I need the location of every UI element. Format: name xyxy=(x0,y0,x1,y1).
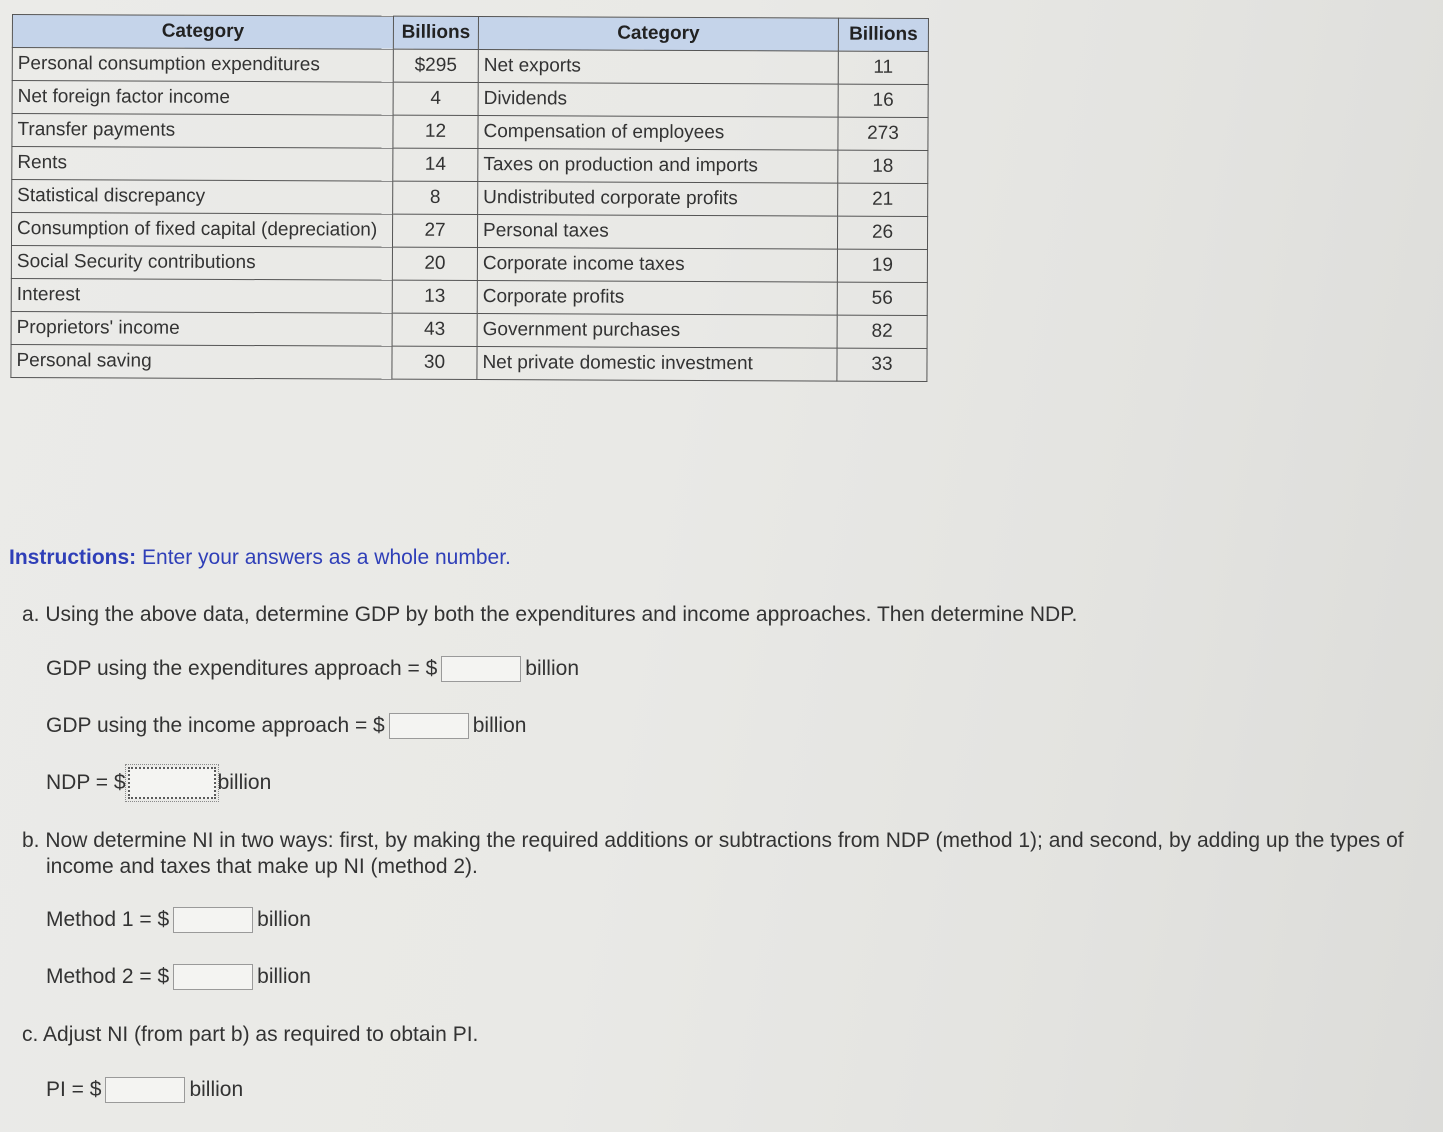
value-cell: 273 xyxy=(838,117,928,150)
value-cell: 26 xyxy=(837,216,927,249)
category-cell: Consumption of fixed capital (depreciation) xyxy=(11,213,392,248)
table-row xyxy=(12,147,928,184)
table-row xyxy=(11,344,927,381)
billion-unit: billion xyxy=(472,714,527,737)
billion-unit: billion xyxy=(257,965,311,988)
gdp-expenditures-label: GDP using the expenditures approach = $ xyxy=(46,657,438,680)
category-cell: Personal taxes xyxy=(477,215,837,250)
value-cell: 82 xyxy=(837,315,927,348)
category-cell: Corporate income taxes xyxy=(477,248,837,283)
billion-unit: billion xyxy=(257,908,311,931)
value-cell: 27 xyxy=(392,214,477,247)
part-a-prompt: a. Using the above data, determine GDP by both the expenditures and income approaches. Then determine NDP. xyxy=(22,603,1078,626)
category-cell: Personal saving xyxy=(11,344,392,379)
value-cell: 56 xyxy=(837,282,927,315)
instructions-text: Enter your answers as a whole number. xyxy=(136,546,511,569)
category-cell: Government purchases xyxy=(477,314,837,349)
method2-label: Method 2 = $ xyxy=(46,965,170,988)
category-cell: Social Security contributions xyxy=(11,245,392,280)
instructions-label: Instructions: xyxy=(9,546,137,569)
category-cell: Personal consumption expenditures xyxy=(12,48,393,83)
gdp-expenditures-row xyxy=(46,656,579,682)
header-billions-right: Billions xyxy=(838,18,928,51)
category-cell: Undistributed corporate profits xyxy=(478,182,838,217)
gdp-income-row xyxy=(46,713,526,739)
header-category-left: Category xyxy=(12,15,393,50)
category-cell: Dividends xyxy=(478,83,838,118)
value-cell: 8 xyxy=(393,181,478,214)
gdp-income-input[interactable] xyxy=(389,713,469,739)
value-cell: 20 xyxy=(392,247,477,280)
instructions xyxy=(9,546,511,570)
table-row xyxy=(11,245,927,282)
value-cell: 33 xyxy=(837,348,927,381)
value-cell: 16 xyxy=(838,84,928,117)
pi-row xyxy=(46,1077,243,1103)
value-cell: 30 xyxy=(392,346,477,379)
table-header-row xyxy=(12,15,928,52)
table-row xyxy=(12,81,928,118)
value-cell: 21 xyxy=(838,183,928,216)
table-row xyxy=(11,213,927,250)
method1-input[interactable] xyxy=(173,907,253,933)
table-row xyxy=(11,278,927,315)
header-category-right: Category xyxy=(478,17,838,52)
category-cell: Net exports xyxy=(478,50,838,85)
category-cell: Statistical discrepancy xyxy=(12,180,393,215)
part-c-prompt: c. Adjust NI (from part b) as required to obtain PI. xyxy=(22,1023,479,1046)
category-cell: Proprietors' income xyxy=(11,311,392,346)
category-cell: Net private domestic investment xyxy=(477,347,837,382)
value-cell: 43 xyxy=(392,313,477,346)
value-cell: 14 xyxy=(393,148,478,181)
category-cell: Interest xyxy=(11,278,392,313)
table-row xyxy=(11,311,927,348)
value-cell: 19 xyxy=(837,249,927,282)
ndp-label: NDP = $ xyxy=(46,771,126,794)
ndp-row xyxy=(46,767,271,799)
billion-unit: billion xyxy=(189,1078,244,1101)
part-b-prompt: b. Now determine NI in two ways: first, by making the required additions or subtractions from NDP (method 1); and second, by adding up the types of income and taxes that make up NI (method 2). xyxy=(22,829,1404,878)
method2-row xyxy=(46,964,311,990)
category-cell: Net foreign factor income xyxy=(12,81,393,116)
billion-unit: billion xyxy=(525,657,579,680)
ndp-input[interactable] xyxy=(128,767,216,799)
pi-input[interactable] xyxy=(105,1077,185,1103)
value-cell: $295 xyxy=(393,49,478,82)
data-table xyxy=(10,14,929,382)
pi-label: PI = $ xyxy=(46,1078,102,1101)
value-cell: 18 xyxy=(838,150,928,183)
billion-unit: billion xyxy=(217,771,272,794)
header-billions-left: Billions xyxy=(393,16,478,49)
table-row xyxy=(12,180,928,217)
value-cell: 4 xyxy=(393,82,478,115)
value-cell: 12 xyxy=(393,115,478,148)
category-cell: Corporate profits xyxy=(477,281,837,316)
category-cell: Compensation of employees xyxy=(478,116,838,151)
gdp-expenditures-input[interactable] xyxy=(441,656,521,682)
category-cell: Rents xyxy=(12,147,393,182)
category-cell: Taxes on production and imports xyxy=(478,149,838,184)
table-row xyxy=(12,114,928,151)
value-cell: 13 xyxy=(392,280,477,313)
gdp-income-label: GDP using the income approach = $ xyxy=(46,714,385,737)
method1-row xyxy=(46,907,311,933)
method1-label: Method 1 = $ xyxy=(46,908,170,931)
value-cell: 11 xyxy=(838,51,928,84)
category-cell: Transfer payments xyxy=(12,114,393,149)
method2-input[interactable] xyxy=(173,964,253,990)
table-row xyxy=(12,48,928,85)
